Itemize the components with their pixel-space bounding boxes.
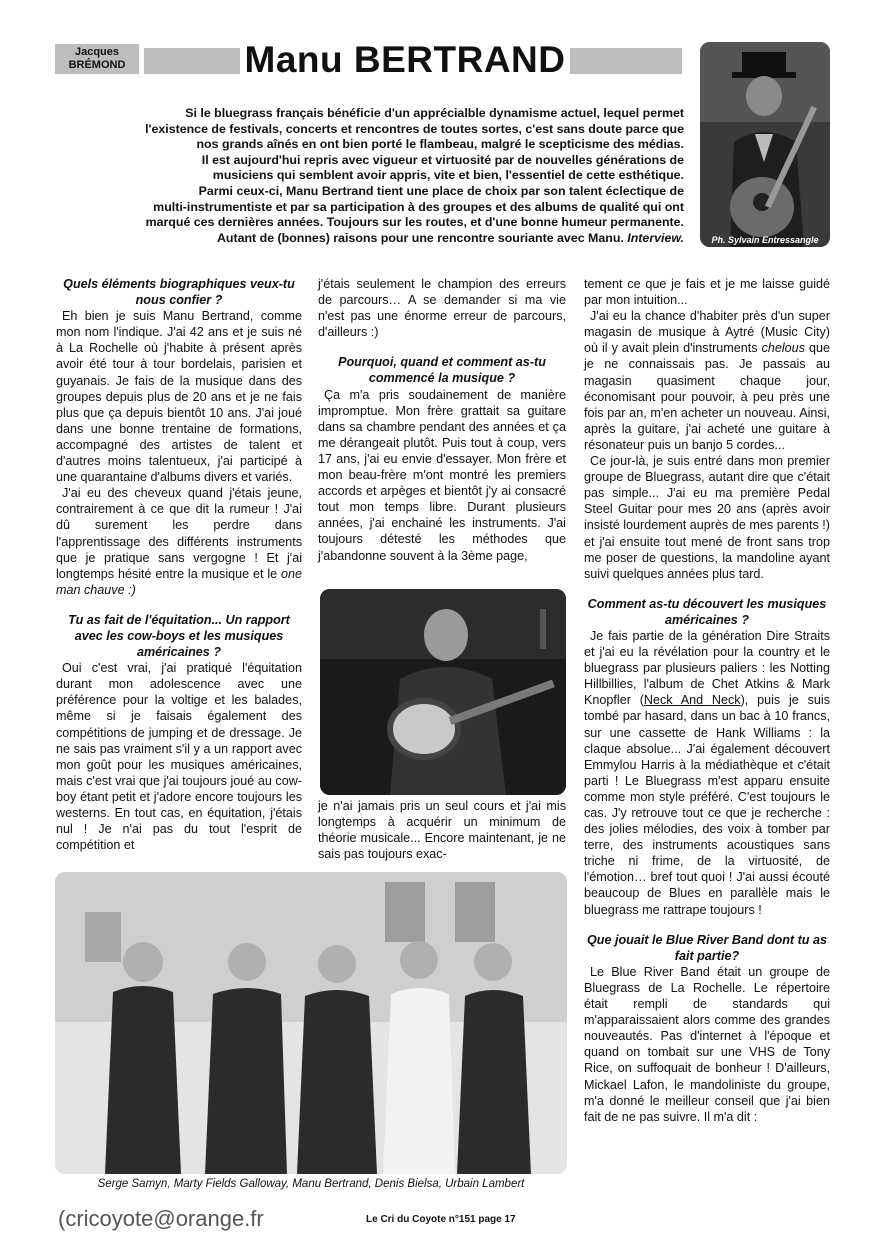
group-photo-illustration <box>55 872 567 1174</box>
banjo-player-illustration <box>320 589 566 795</box>
answer-text: ), puis je suis tombé par hasard, dans un bac à 10 francs, sur une cassette de Hank Williams : la claque absolue... J'ai également découvert Emmylou Harris à la médiathèque et c'était parti ! Le Bluegrass m'est apparu ensuite comme mon style préféré. C'est toujours le cas. J'y retrouve tout ce que je recherche : des jolies mélodies, des voix à tomber par terre, des instruments acoustiques sans triche ni frime, de la virtuosité, de l'émotion… bref tout quoi ! J'ai aussi écouté beaucoup de Blues en parallèle mais le bluegrass me rattrape toujours ! <box>584 693 830 917</box>
banjo-player-photo <box>320 589 566 795</box>
answer-paragraph: Eh bien je suis Manu Bertrand, comme mon nom l'indique. J'ai 42 ans et je suis né à La Rochelle où j'habite à présent après avoir été tour à tour bordelais, parisien et guyanais. Je fais de la musique dans des groupes depuis plus de 20 ans et je ne fais plus que ça depuis bientôt 10 ans. J'ai joué dans une bonne trentaine de formations, accompagné des artistes de talent et d'autres moins talentueux, j'ai participé à une quarantaine d'albums divers et variés. <box>56 309 302 485</box>
intro-line: Si le bluegrass français bénéficie d'un apprécialble dynamisme actuel, lequel permet <box>185 106 684 120</box>
question-heading: Comment as-tu découvert les musiques américaines ? <box>587 596 827 627</box>
intro-line: marqué ces dernières années. Toujours sur les routes, et d'une bonne humeur permanente. <box>145 215 684 230</box>
answer-text: J'ai eu la chance d'habiter près d'un super magasin de musique à Aytré (Music City) où il y avait plein d'instruments <box>584 309 830 356</box>
group-photo-caption: Serge Samyn, Marty Fields Galloway, Manu Bertrand, Denis Bielsa, Urbain Lambert <box>97 1178 525 1190</box>
intro-line: musiciens qui semblent avoir appris, vite et bien, l'essentiel de cette esthétique. <box>212 168 684 183</box>
album-link[interactable]: Neck And Neck <box>643 693 741 708</box>
intro-line: nos grands aînés en ont bien porté le flambeau, malgré le scepticisme des médias. <box>196 137 684 152</box>
answer-paragraph: tement ce que je fais et je me laisse guidé par mon intuition... <box>584 277 830 308</box>
answer-text: que je ne connaissais pas. Je passais au magasin quasiment chaque jour, économisant pour pouvoir, à peu près une fois par an, m'en acheter un nouveau. Ainsi, après la guitare, j'ai acheté une guitare à résonateur puis un banjo 5 cordes... <box>584 341 831 452</box>
column-1 <box>56 276 302 853</box>
answer-paragraph <box>584 628 830 918</box>
intro-text: Autant de (bonnes) raisons pour une rencontre souriante avec Manu. <box>216 230 624 245</box>
question-heading: Quels éléments biographiques veux-tu nous confier ? <box>63 277 295 308</box>
answer-italic: chelous <box>761 341 805 356</box>
answer-paragraph: Ce jour-là, je suis entré dans mon premier groupe de Bluegrass, autant dire que c'était pas simple... J'ai eu ma première Pedal Steel Guitar pour mes 20 ans (après avoir insisté lourdement auprès de mes parents !) et j'ai ensuite tout mené de front sans trop me poser de questions, la mandoline ayant suivi quelques années plus tard. <box>584 454 830 581</box>
answer-paragraph: Le Blue River Band était un groupe de Bluegrass de La Rochelle. Le répertoire était rempli de standards qui m'apparaissaient alors comme des grandes nouveautés. Pas d'internet à l'époque et quand on tombait sur une VHS de Tony Rice, on suffoquait de bonheur ! D'ailleurs, Mickael Lafon, le mandoliniste du groupe, m'a donné le meilleur conseil que j'ai bien fait de ne pas suivre. Il m'a dit : <box>584 964 830 1124</box>
answer-text: Je fais partie de la génération Dire Straits et j'ai eu la révélation pour la country et le bluegrass par plusieurs paliers : les Notting Hillbillies, l'album de Chet Atkins & Mark Knopfler ( <box>584 628 830 708</box>
group-photo <box>55 872 567 1174</box>
column-2-top <box>318 276 566 564</box>
column-3 <box>584 276 830 1125</box>
answer-paragraph <box>584 308 830 453</box>
answer-paragraph <box>56 485 302 598</box>
answer-paragraph: je n'ai jamais pris un seul cours et j'ai mis longtemps à acquérir un minimum de théorie musicale... Encore maintenant, je ne sais pas toujours exac- <box>318 799 566 862</box>
intro-line: Parmi ceux-ci, Manu Bertrand tient une place de choix par son talent éclectique de <box>198 183 684 198</box>
question-heading: Pourquoi, quand et comment as-tu commencé la musique ? <box>338 355 546 386</box>
portrait-figure-illustration <box>700 42 830 247</box>
answer-text: J'ai eu des cheveux quand j'étais jeune, contrairement à ce que dit la rumeur ! J'ai dû surement les perdre dans l'apprentissage des différents instruments que je pratique sans vergogne ! Et j'ai longtemps hésité entre la musique et le <box>56 486 302 581</box>
column-2-bottom <box>318 798 566 862</box>
answer-italic: one man chauve :) <box>56 566 302 597</box>
article-title: Manu BERTRAND <box>240 40 570 80</box>
intro-paragraph <box>56 106 684 246</box>
answer-paragraph: Oui c'est vrai, j'ai pratiqué l'équitation durant mon adolescence avec une préférence pour la voltige et les balades, même si je faisais également des compétitions de jumping et de dressage. Je ne sais pas vraiment s'il y a un rapport avec mon goût pour les musiques américaines, mais c'est vrai que j'ai toujours joué au cow-boy étant petit et j'adore encore toujours les westerns. En tout cas, en équitation, j'étais nul ! Je n'ai pas du tout l'esprit de compétition et <box>56 661 302 853</box>
author-last-name: BRÉMOND <box>68 59 126 71</box>
author-label <box>55 44 139 74</box>
page-footer: Le Cri du Coyote n°151 page 17 <box>366 1214 516 1225</box>
intro-interview-tag: Interview. <box>627 230 684 245</box>
intro-line: multi-instrumentiste et par sa participation à des groupes et des albums de qualité qui ont <box>153 199 684 214</box>
answer-paragraph: j'étais seulement le champion des erreurs de parcours… A se demander si ma vie n'est pas une énorme erreur de parcours, d'ailleurs :) <box>318 277 566 340</box>
portrait-photo <box>700 42 830 247</box>
intro-line: l'existence de festivals, concerts et rencontres de toutes sortes, c'est sans doute parce que <box>145 121 684 136</box>
question-heading: Tu as fait de l'équitation... Un rapport avec les cow-boys et les musiques américaines ? <box>68 612 290 660</box>
contact-email[interactable]: (cricoyote@orange.fr <box>58 1206 264 1231</box>
question-heading: Que jouait le Blue River Band dont tu as fait partie? <box>586 932 827 963</box>
answer-paragraph: Ça m'a pris soudainement de manière impromptue. Mon frère grattait sa guitare dans sa chambre pendant des années et ça me dérangeait plutôt. Puis tout à coup, vers 17 ans, j'ai eu envie d'essayer. Mon frère et mon beau-frère m'ont montré les premiers accords et arpèges et bientôt j'y ai consacré tout mon temps libre. Durant plusieurs années, j'ai enchainé les instruments. J'ai toujours détesté les méthodes que j'abandonne souvent à la 3ème page, <box>318 387 566 563</box>
photo-credit: Ph. Sylvain Entressangle <box>711 235 819 245</box>
author-first-name: Jacques <box>74 46 120 58</box>
intro-line-last <box>56 231 684 247</box>
intro-line: Il est aujourd'hui repris avec vigueur et virtuosité par de nouvelles générations de <box>201 152 684 167</box>
